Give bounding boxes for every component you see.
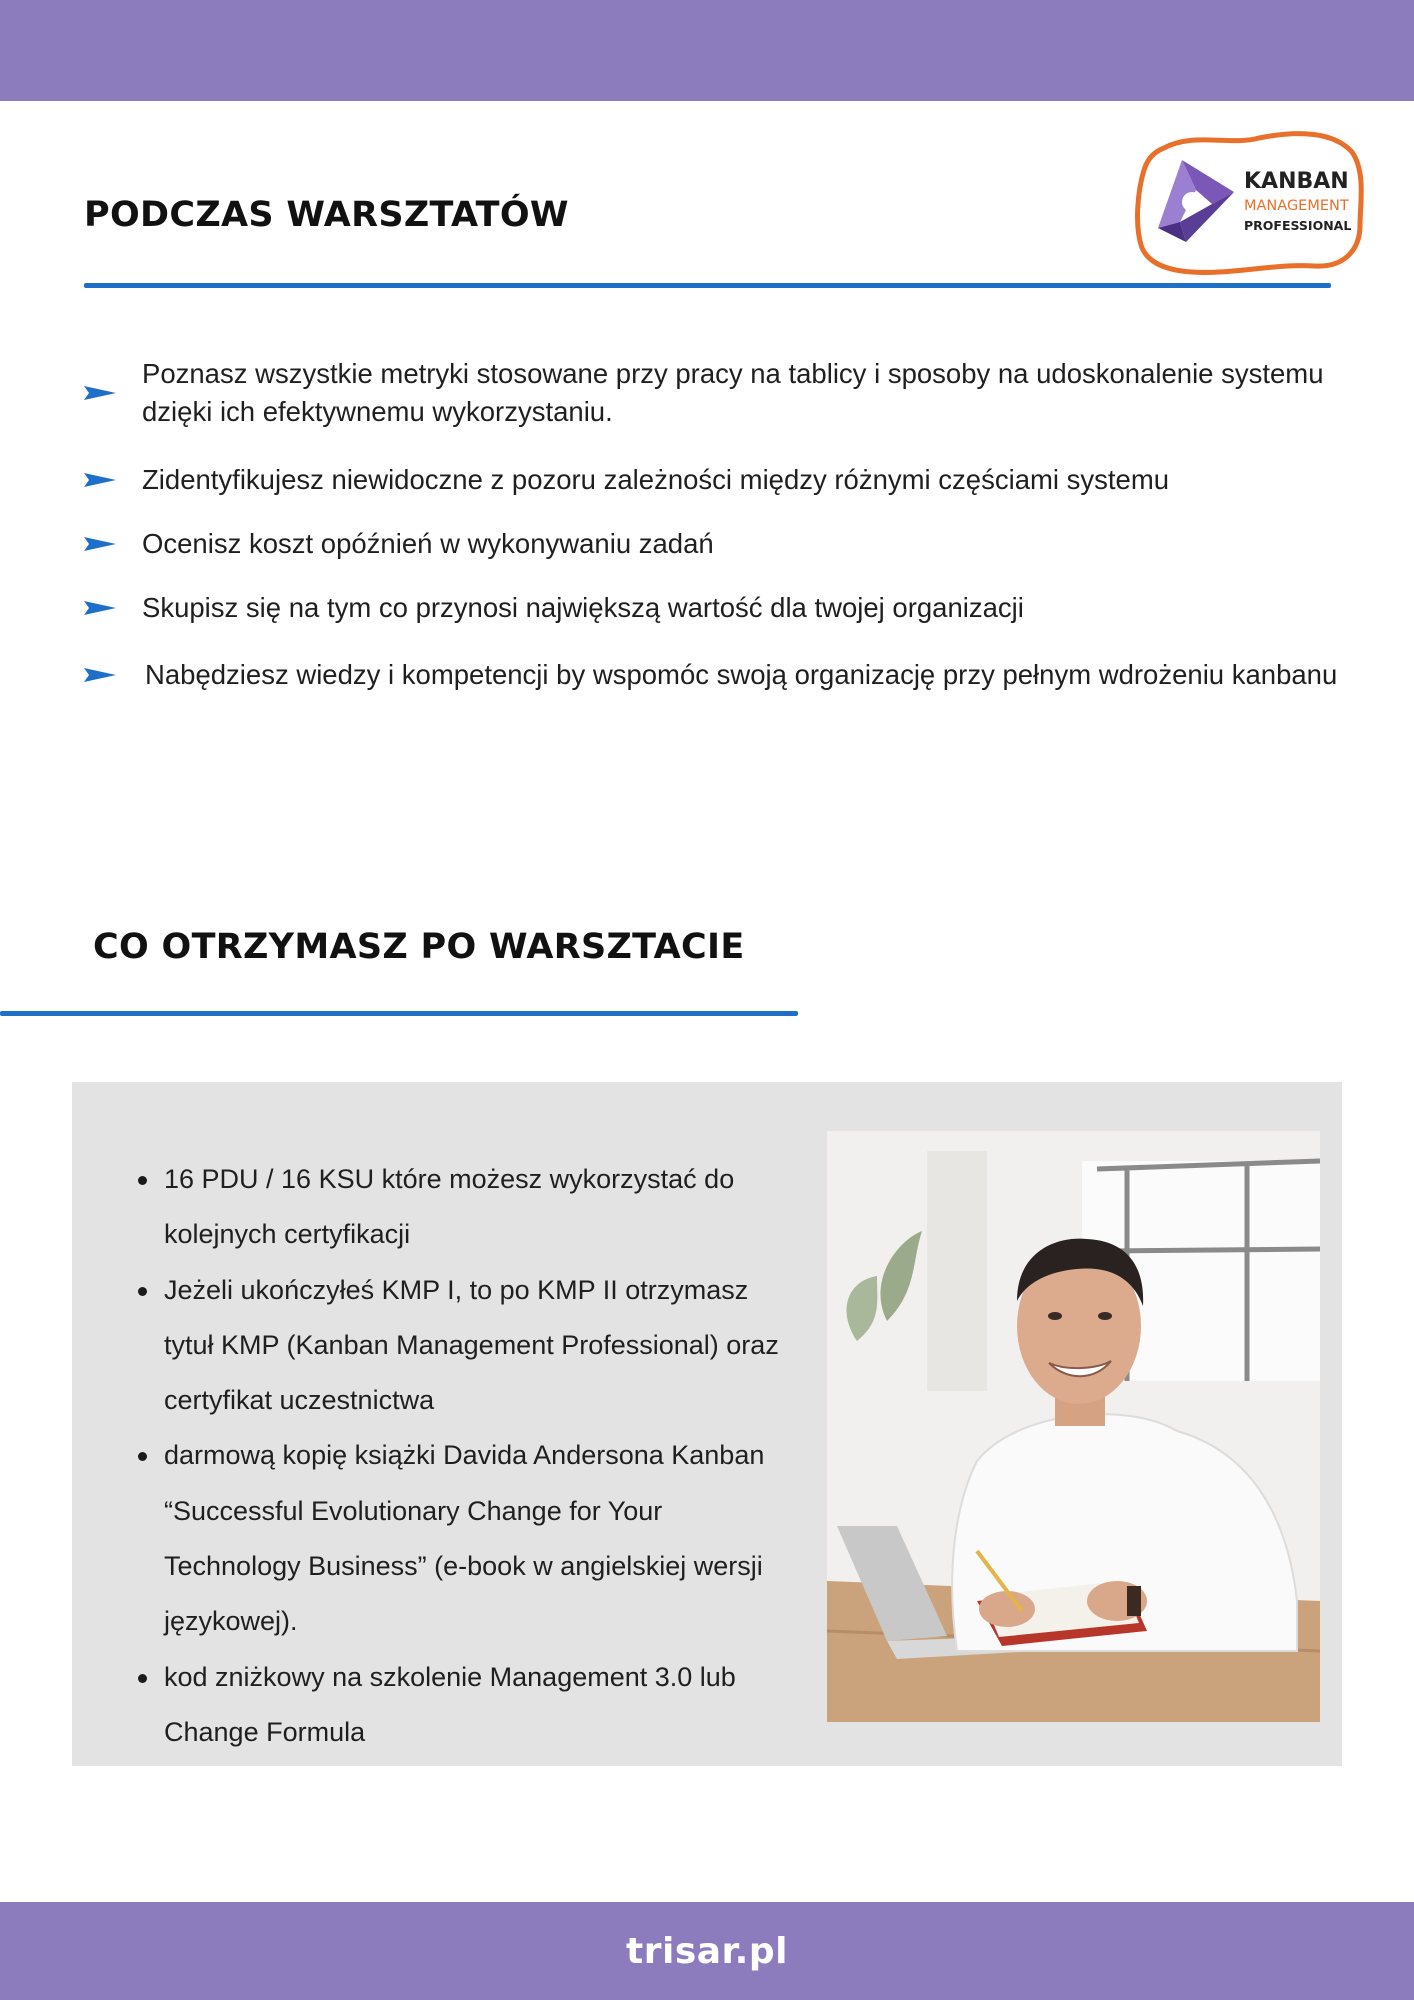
arrow-bullet-icon <box>84 536 116 552</box>
arrow-bullet-icon <box>84 600 116 616</box>
top-banner <box>0 0 1414 101</box>
list-item: kod zniżkowy na szkolenie Management 3.0 lub Change Formula <box>138 1650 798 1761</box>
list-item <box>84 589 1354 627</box>
heading-underline <box>84 283 1331 288</box>
list-item-text: Ocenisz koszt opóźnień w wykonywaniu zadań <box>142 528 714 559</box>
list-item-text: Skupisz się na tym co przynosi największą wartość dla twojej organizacji <box>142 592 1024 623</box>
list-item: Jeżeli ukończyłeś KMP I, to po KMP II otrzymasz tytuł KMP (Kanban Management Professional) oraz certyfikat uczestnictwa <box>138 1263 798 1429</box>
arrow-bullet-icon <box>84 667 116 683</box>
list-item: 16 PDU / 16 KSU które możesz wykorzystać do kolejnych certyfikacji <box>138 1152 798 1263</box>
benefits-list <box>138 1152 798 1760</box>
arrow-bullet-icon <box>84 385 116 401</box>
list-item: darmową kopię książki Davida Andersona Kanban “Successful Evolutionary Change for Your Technology Business” (e-book w angielskiej wersji językowej). <box>138 1428 798 1649</box>
footer-banner <box>0 1902 1414 2000</box>
trainer-photo <box>827 1131 1320 1722</box>
logo-line1: KANBAN <box>1244 169 1349 194</box>
list-item-text: Poznasz wszystkie metryki stosowane przy pracy na tablicy i sposoby na udoskonalenie systemu dzięki ich efektywnemu wykorzystaniu. <box>142 358 1324 427</box>
list-item <box>84 461 1354 499</box>
logo-line2: MANAGEMENT <box>1244 198 1349 214</box>
section-heading-workshop: PODCZAS WARSZTATÓW <box>84 195 569 235</box>
list-item-text: Zidentyfikujesz niewidoczne z pozoru zależności między różnymi częściami systemu <box>142 464 1170 495</box>
list-item <box>84 355 1354 431</box>
list-item <box>84 656 1354 694</box>
section-heading-benefits: CO OTRZYMASZ PO WARSZTACIE <box>93 927 745 967</box>
heading-underline <box>0 1011 798 1016</box>
footer-website[interactable]: trisar.pl <box>626 1930 788 1972</box>
logo-line3: PROFESSIONAL <box>1244 218 1352 233</box>
arrow-bullet-icon <box>84 472 116 488</box>
kanban-management-professional-logo <box>1134 130 1364 275</box>
list-item <box>84 525 1354 563</box>
list-item-text: Nabędziesz wiedzy i kompetencji by wspomóc swoją organizację przy pełnym wdrożeniu kanbanu <box>145 659 1338 690</box>
